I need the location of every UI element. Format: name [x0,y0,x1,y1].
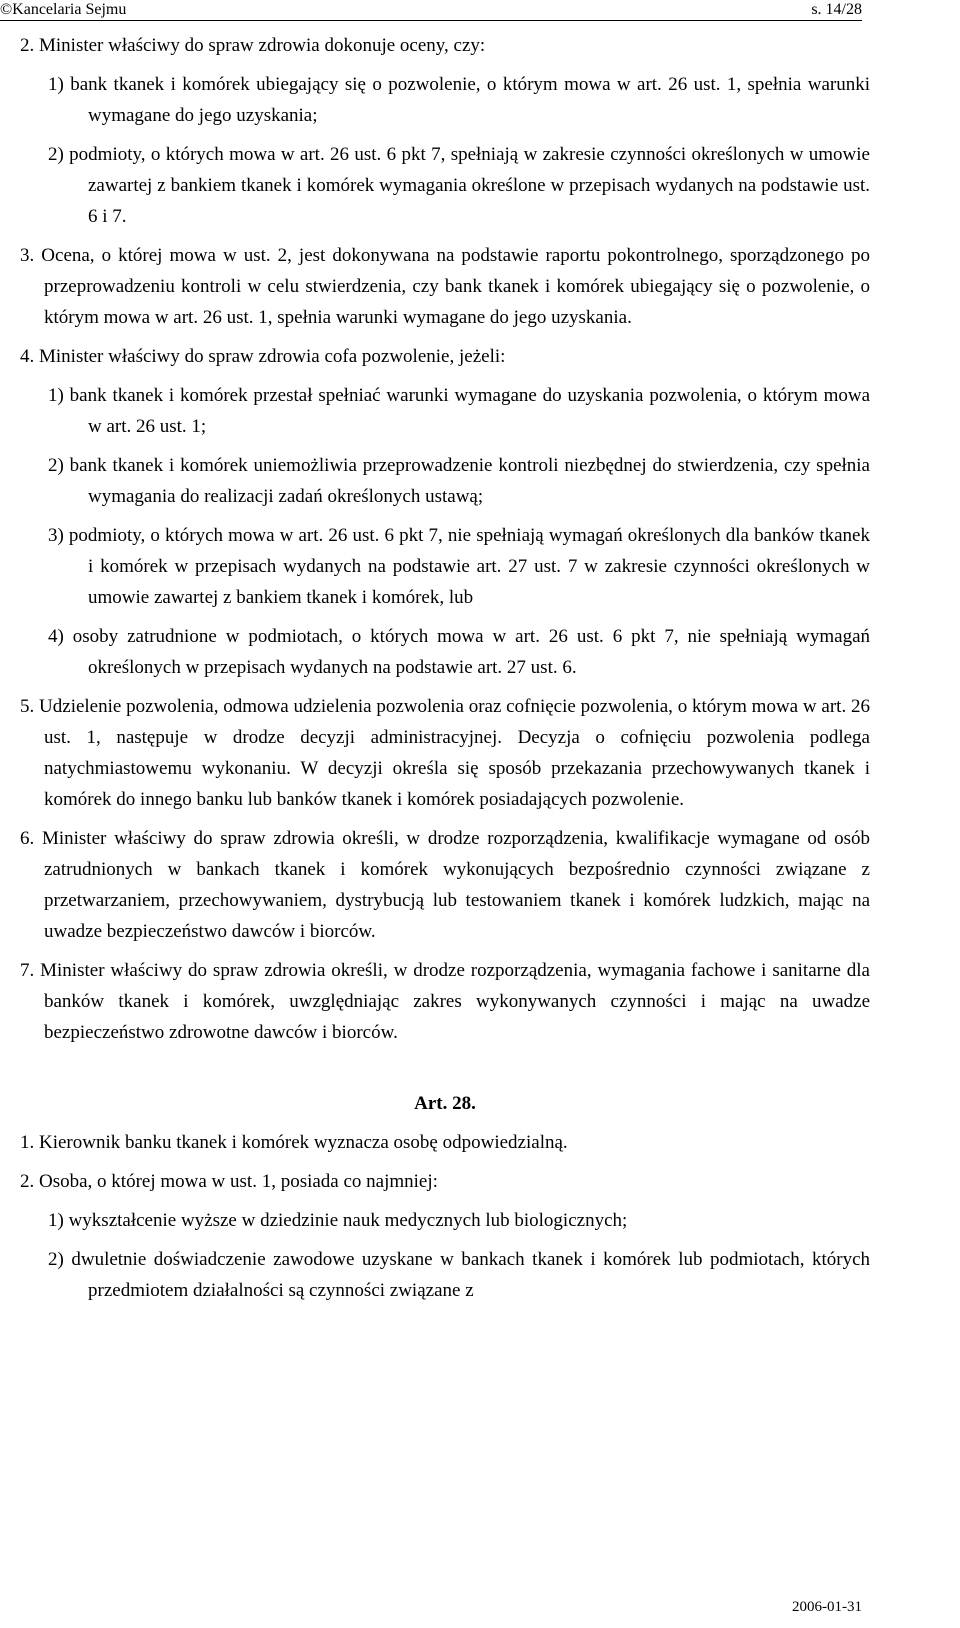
paragraph-4-item-3: 3) podmioty, o których mowa w art. 26 ust. 6 pkt 7, nie spełniają wymagań określonych dla banków tkanek i komórek w przepisach wydanych na podstawie art. 27 ust. 7 w zakresie czynności określonych w umowie zawartej z bankiem tkanek i komórek, lub [48,525,870,608]
paragraph-5: 5. Udzielenie pozwolenia, odmowa udzielenia pozwolenia oraz cofnięcie pozwolenia, o którym mowa w art. 26 ust. 1, następuje w drodze decyzji administracyjnej. Decyzja o cofnięciu pozwolenia podlega natychmiastowemu wykonaniu. W decyzji określa się sposób przekazania przechowywanych tkanek i komórek do innego banku lub banków tkanek i komórek posiadających pozwolenie. [20,696,870,810]
article-28-paragraph-2: 2. Osoba, o której mowa w ust. 1, posiada co najmniej: [20,1171,438,1192]
article-28-paragraph-1: 1. Kierownik banku tkanek i komórek wyznacza osobę odpowiedzialną. [20,1132,568,1153]
paragraph-4: 4. Minister właściwy do spraw zdrowia cofa pozwolenie, jeżeli: [20,346,506,367]
paragraph-6: 6. Minister właściwy do spraw zdrowia określi, w drodze rozporządzenia, kwalifikacje wymagane od osób zatrudnionych w bankach tkanek i komórek wykonujących bezpośrednio czynności związane z przetwarzaniem, przechowywaniem, dystrybucją lub testowaniem tkanek i komórek ludzkich, mając na uwadze bezpieczeństwo dawców i biorców. [20,828,870,942]
paragraph-4-item-4: 4) osoby zatrudnione w podmiotach, o których mowa w art. 26 ust. 6 pkt 7, nie spełniają wymagań określonych w przepisach wydanych na podstawie art. 27 ust. 6. [48,626,870,678]
paragraph-2: 2. Minister właściwy do spraw zdrowia dokonuje oceny, czy: [20,35,486,56]
header-source: ©Kancelaria Sejmu [0,1,127,18]
article-28-title: Art. 28. [414,1093,476,1114]
paragraph-4-item-1: 1) bank tkanek i komórek przestał spełniać warunki wymagane do uzyskania pozwolenia, o którym mowa w art. 26 ust. 1; [48,385,870,437]
paragraph-2-item-1: 1) bank tkanek i komórek ubiegający się o pozwolenie, o którym mowa w art. 26 ust. 1, spełnia warunki wymagane do jego uzyskania; [48,74,870,126]
paragraph-3: 3. Ocena, o której mowa w ust. 2, jest dokonywana na podstawie raportu pokontrolnego, sporządzonego po przeprowadzeniu kontroli w celu stwierdzenia, czy bank tkanek i komórek ubiegający się o pozwolenie, o którym mowa w art. 26 ust. 1, spełnia warunki wymagane do jego uzyskania. [20,245,870,328]
document-body [20,30,870,1310]
paragraph-4-item-2: 2) bank tkanek i komórek uniemożliwia przeprowadzenie kontroli niezbędnej do stwierdzenia, czy spełnia wymagania do realizacji zadań określonych ustawą; [48,455,870,507]
footer-date: 2006-01-31 [792,1599,862,1615]
paragraph-7: 7. Minister właściwy do spraw zdrowia określi, w drodze rozporządzenia, wymagania fachowe i sanitarne dla banków tkanek i komórek, uwzględniając zakres wykonywanych czynności i mając na uwadze bezpieczeństwo zdrowotne dawców i biorców. [20,960,870,1043]
article-28-item-1: 1) wykształcenie wyższe w dziedzinie nauk medycznych lub biologicznych; [48,1210,628,1231]
article-28-item-2: 2) dwuletnie doświadczenie zawodowe uzyskane w bankach tkanek i komórek lub podmiotach, których przedmiotem działalności są czynności związane z [48,1249,870,1301]
paragraph-2-item-2: 2) podmioty, o których mowa w art. 26 ust. 6 pkt 7, spełniają w zakresie czynności określonych w umowie zawartej z bankiem tkanek i komórek wymagania określone w przepisach wydanych na podstawie ust. 6 i 7. [48,144,870,227]
header-divider [0,20,862,21]
page-header [0,0,960,20]
header-page-number: s. 14/28 [811,1,862,18]
